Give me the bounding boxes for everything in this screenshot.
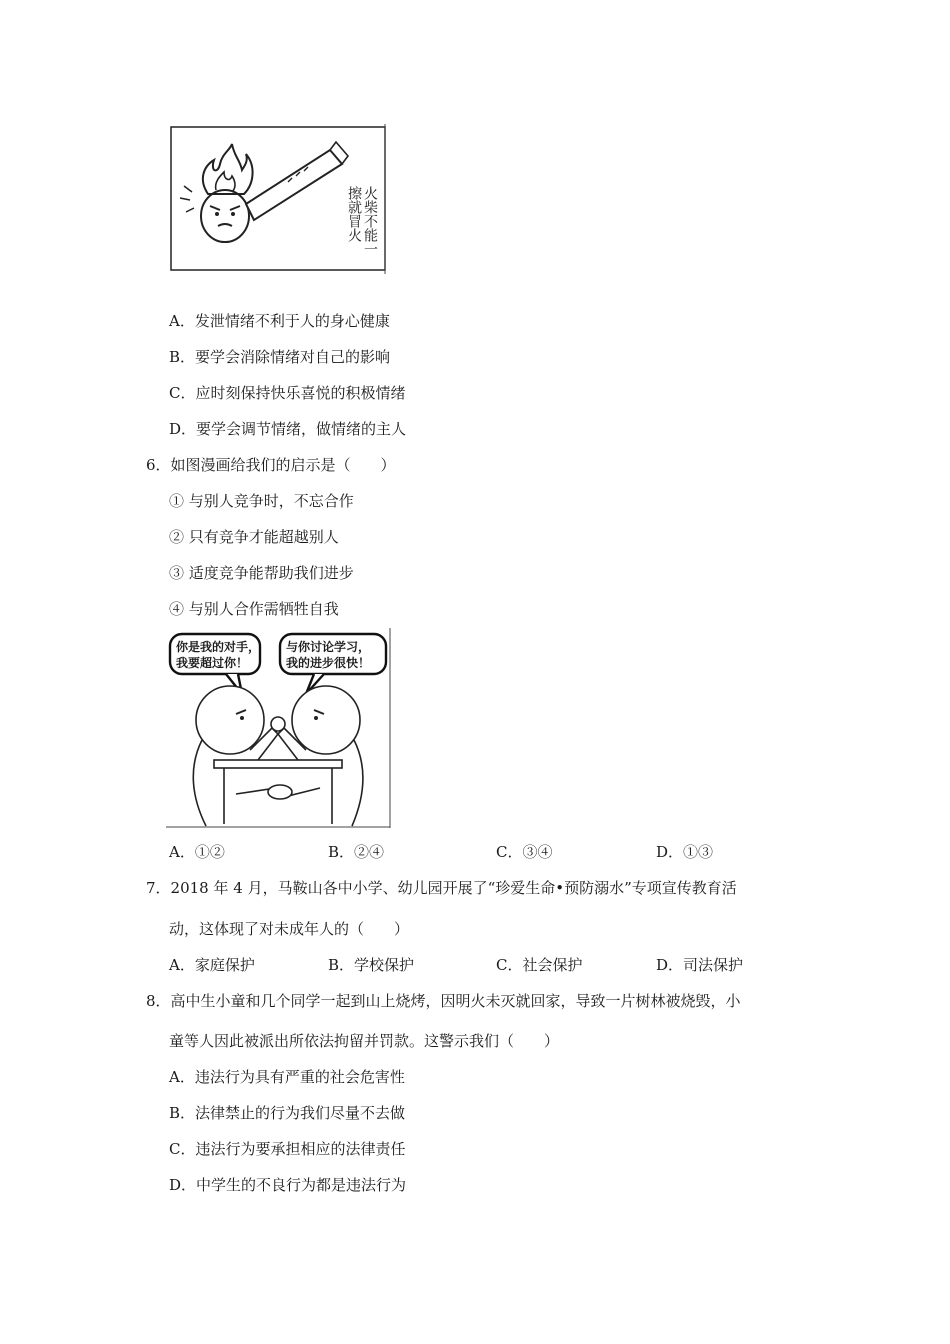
q6-statement-1: ① 与别人竞争时，不忘合作 [169,492,354,510]
q6-option-d: D．①③ [656,843,714,861]
q5-option-b: B．要学会消除情绪对自己的影响 [169,348,391,366]
bubble-right-line2: 我的进步很快！ [286,656,371,670]
q8-stem-line1: 8．高中生小童和几个同学一起到山上烧烤，因明火未灭就回家，导致一片树林被烧毁，小 [146,992,741,1010]
q6-option-c: C．③④ [496,843,553,861]
cartoon-caption: 火柴不能一擦就冒火 [346,186,378,256]
q6-statement-2: ② 只有竞争才能超越别人 [169,528,339,546]
q8-option-d: D．中学生的不良行为都是违法行为 [169,1176,407,1194]
q8-option-b: B．法律禁止的行为我们尽量不去做 [169,1104,406,1122]
q7-option-c: C．社会保护 [496,956,583,974]
q5-option-d: D．要学会调节情绪，做情绪的主人 [169,420,407,438]
q5-option-a: A．发泄情绪不利于人的身心健康 [169,312,390,330]
match-cartoon-figure [170,124,388,274]
q6-option-b: B．②④ [328,843,385,861]
q7-stem-line2: 动，这体现了对未成年人的（ ） [169,920,410,938]
q5-option-c: C．应时刻保持快乐喜悦的积极情绪 [169,384,406,402]
arm-wrestling-cartoon-figure [166,628,392,828]
bubble-right-line1: 与你讨论学习， [286,640,371,654]
q7-stem-line1: 7．2018 年 4 月，马鞍山各中小学、幼儿园开展了“珍爱生命•预防溺水”专项宣传教育活 [146,879,737,897]
q8-option-c: C．违法行为要承担相应的法律责任 [169,1140,406,1158]
q6-option-a: A．①② [169,843,225,861]
q6-statement-3: ③ 适度竞争能帮助我们进步 [169,564,354,582]
q7-option-b: B．学校保护 [328,956,415,974]
q6-stem: 6．如图漫画给我们的启示是（ ） [146,456,396,474]
q7-option-d: D．司法保护 [656,956,744,974]
q8-option-a: A．违法行为具有严重的社会危害性 [169,1068,405,1086]
bubble-left-line2: 我要超过你！ [176,656,249,670]
q6-statement-4: ④ 与别人合作需牺牲自我 [169,600,339,618]
bubble-left-line1: 你是我的对手， [176,640,261,654]
q7-option-a: A．家庭保护 [169,956,255,974]
q8-stem-line2: 童等人因此被派出所依法拘留并罚款。这警示我们（ ） [169,1032,560,1050]
